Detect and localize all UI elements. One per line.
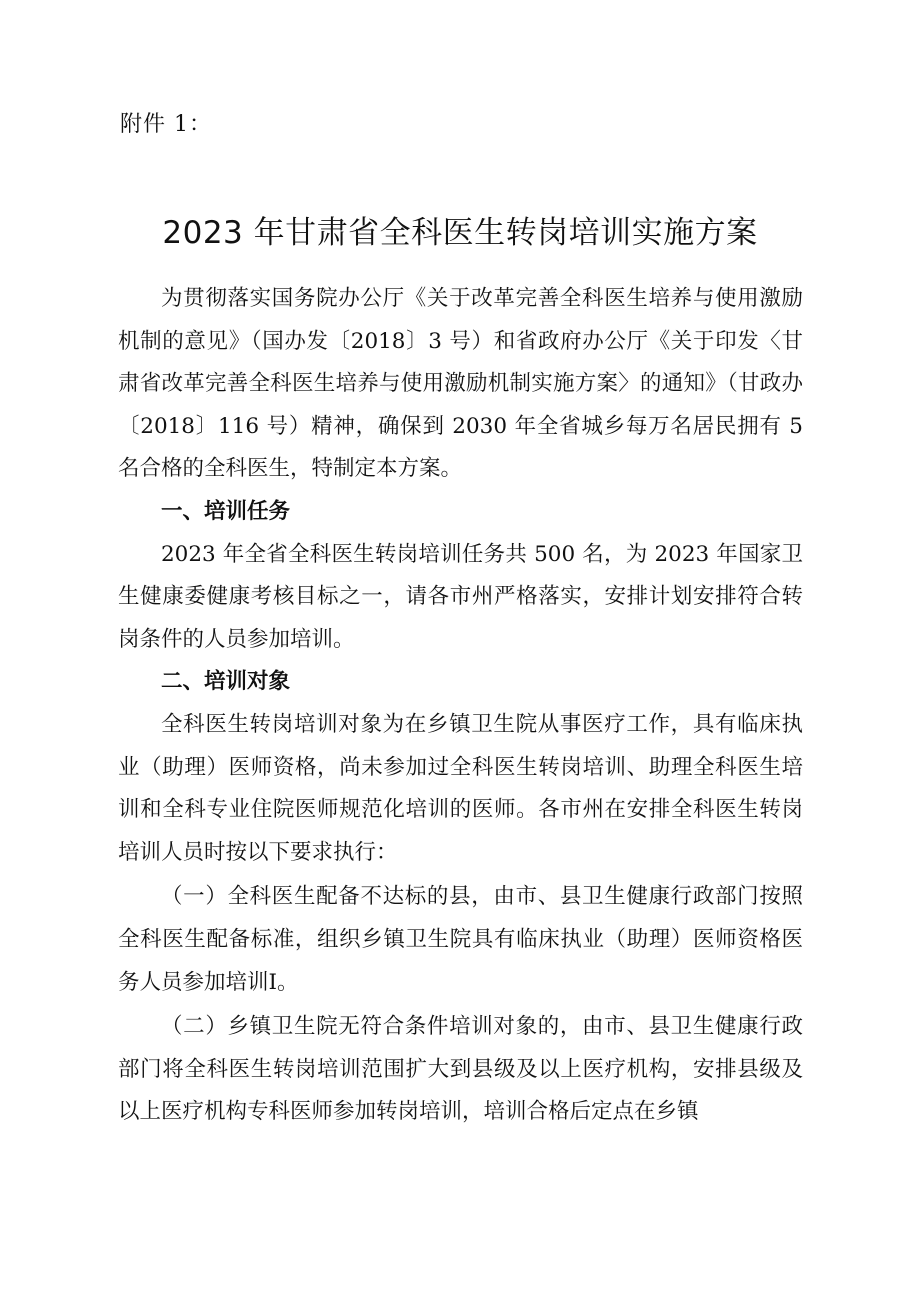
targets-item-2: （二）乡镇卫生院无符合条件培训对象的，由市、县卫生健康行政部门将全科医生转岗培训范围扩大到县级及以上医疗机构，安排县级及以上医疗机构专科医师参加转岗培训，培训合格后定点在乡镇 bbox=[118, 1014, 803, 1125]
section-heading-tasks: 一、培训任务 bbox=[161, 498, 291, 524]
targets-paragraph: 全科医生转岗培训对象为在乡镇卫生院从事医疗工作，具有临床执业（助理）医师资格，尚未参加过全科医生转岗培训、助理全科医生培训和全科专业住院医师规范化培训的医师。各市州在安排全科医生转岗培训人员时按以下要求执行： bbox=[118, 711, 803, 865]
attachment-label: 附件 1： bbox=[120, 112, 212, 137]
tasks-paragraph: 2023 年全省全科医生转岗培训任务共 500 名，为 2023 年国家卫生健康委健康考核目标之一，请各市州严格落实，安排计划安排符合转岗条件的人员参加培训。 bbox=[118, 541, 803, 652]
intro-paragraph: 为贯彻落实国务院办公厅《关于改革完善全科医生培养与使用激励机制的意见》（国办发〔2018〕3 号）和省政府办公厅《关于印发〈甘肃省改革完善全科医生培养与使用激励机制实施方案〉的通知》（甘政办〔2018〕116 号）精神，确保到 2030 年全省城乡每万名居民拥有 5 名合格的全科医生，特制定本方案。 bbox=[118, 286, 803, 482]
section-heading-targets: 二、培训对象 bbox=[161, 669, 291, 695]
document-body bbox=[118, 278, 803, 1134]
document-title: 2023 年甘肃省全科医生转岗培训实施方案 bbox=[162, 214, 758, 251]
targets-item-1: （一）全科医生配备不达标的县，由市、县卫生健康行政部门按照全科医生配备标准，组织乡镇卫生院具有临床执业（助理）医师资格医务人员参加培训Ⅰ。 bbox=[118, 884, 803, 995]
